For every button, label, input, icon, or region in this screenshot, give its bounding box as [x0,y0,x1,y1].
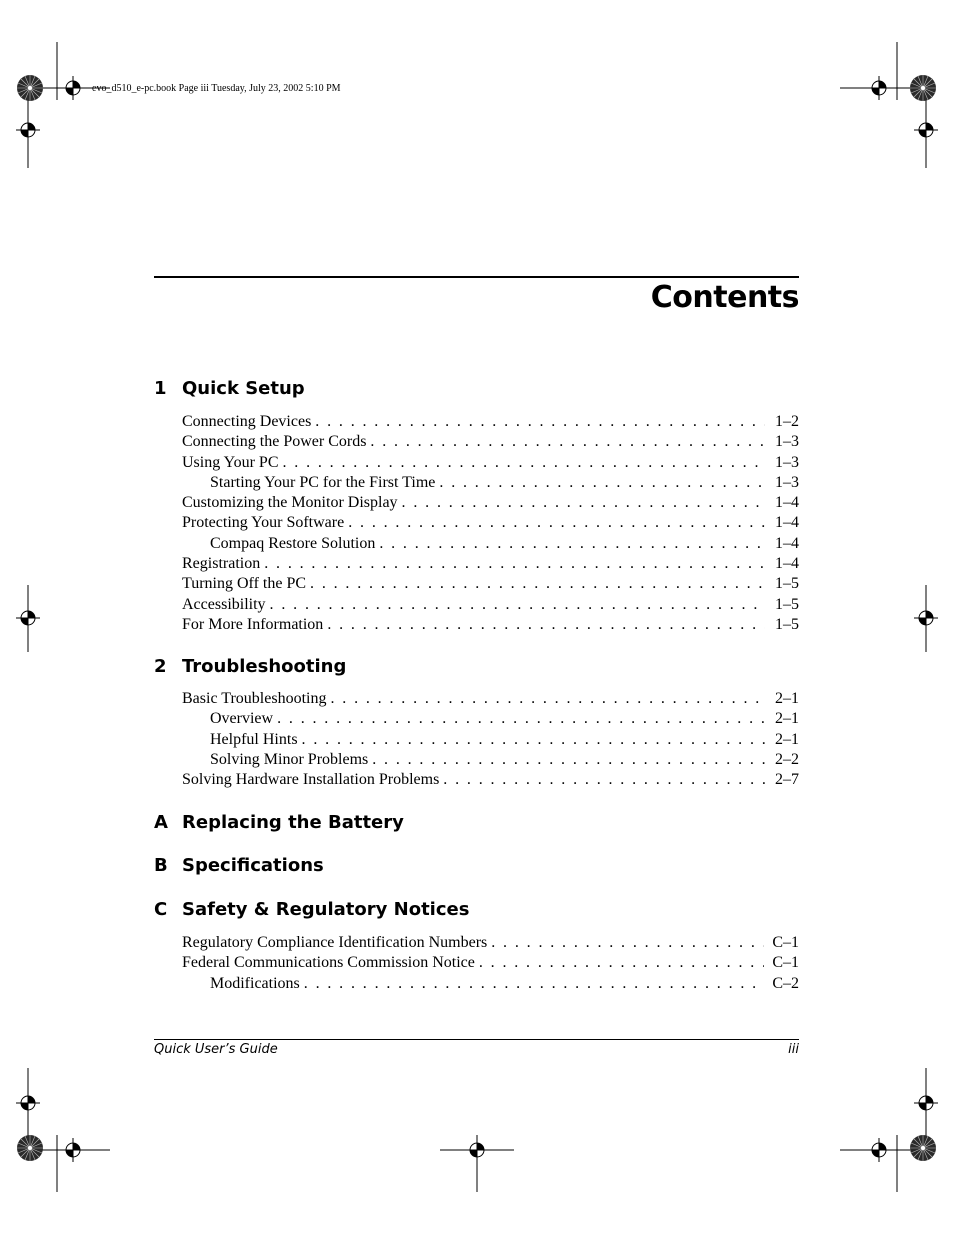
toc-entry[interactable]: For More Information . . . 1–5 [182,616,799,636]
footer-book-title: Quick User’s Guide [154,1042,278,1057]
section-number: 2 [154,656,167,677]
toc-entry[interactable]: Turning Off the PC . . . 1–5 [182,575,799,595]
toc-entry[interactable]: Basic Troubleshooting . . . 2–1 [182,690,799,710]
print-slug: evo_d510_e-pc.book Page iii Tuesday, July 23, 2002 5:10 PM [92,83,341,94]
section-number: 1 [154,378,167,399]
toc-list-quick-setup [182,413,799,636]
toc-entry[interactable]: Registration . . . 1–4 [182,555,799,575]
page-title: Contents [650,280,799,315]
section-number: B [154,855,168,876]
toc-entry[interactable]: Federal Communications Commission Notice . . . C–1 [182,954,799,974]
section-title: Safety & Regulatory Notices [182,899,470,920]
toc-subentry[interactable]: Solving Minor Problems . . . 2–2 [182,751,799,771]
section-heading-troubleshooting[interactable] [154,656,346,677]
toc-entry[interactable]: Using Your PC . . . 1–3 [182,454,799,474]
section-heading-specifications[interactable] [154,855,324,876]
toc-subentry[interactable]: Starting Your PC for the First Time . . . 1–3 [182,474,799,494]
toc-list-troubleshooting [182,690,799,791]
toc-subentry[interactable]: Overview . . . 2–1 [182,710,799,730]
toc-subentry[interactable]: Helpful Hints . . . 2–1 [182,731,799,751]
section-heading-replacing-battery[interactable] [154,812,404,833]
section-number: A [154,812,168,833]
footer-page-number: iii [788,1042,799,1057]
section-title: Quick Setup [182,378,305,399]
section-heading-quick-setup[interactable] [154,378,305,399]
toc-entry[interactable]: Regulatory Compliance Identification Numbers . . . C–1 [182,934,799,954]
toc-list-safety-regulatory [182,934,799,995]
toc-entry[interactable]: Protecting Your Software . . . 1–4 [182,514,799,534]
section-title: Troubleshooting [182,656,347,677]
title-rule [154,276,799,278]
toc-entry[interactable]: Solving Hardware Installation Problems . . . 2–7 [182,771,799,791]
section-title: Specifications [182,855,324,876]
toc-subentry[interactable]: Compaq Restore Solution . . . 1–4 [182,535,799,555]
section-heading-safety-regulatory[interactable] [154,899,469,920]
toc-entry[interactable]: Connecting the Power Cords . . . 1–3 [182,433,799,453]
toc-entry[interactable]: Customizing the Monitor Display . . . 1–4 [182,494,799,514]
toc-entry[interactable]: Accessibility . . . 1–5 [182,596,799,616]
toc-entry[interactable]: Connecting Devices . . . 1–2 [182,413,799,433]
footer-rule [154,1039,799,1040]
toc-subentry[interactable]: Modifications . . . C–2 [182,975,799,995]
section-title: Replacing the Battery [182,812,404,833]
section-number: C [154,899,168,920]
